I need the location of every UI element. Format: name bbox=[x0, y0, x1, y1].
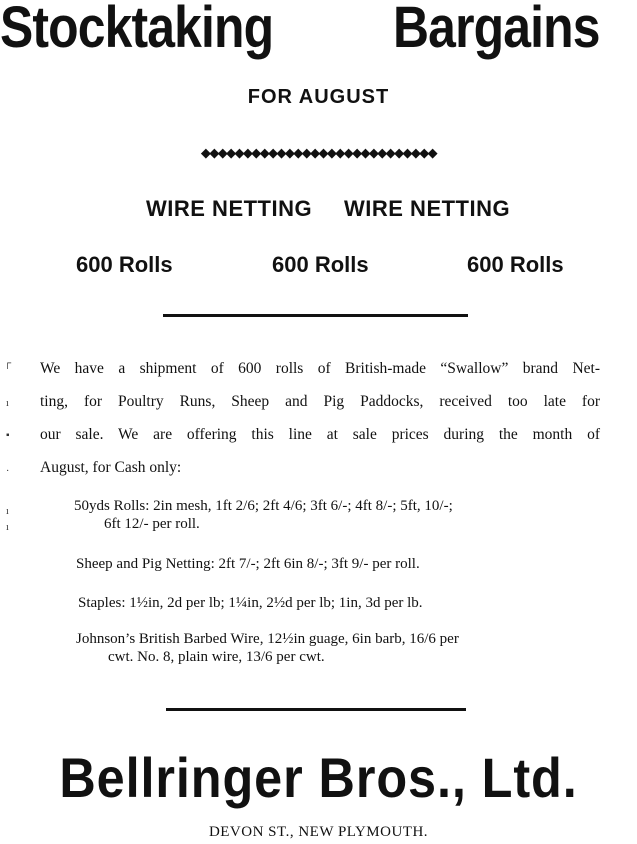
margin-mark: ı bbox=[6, 506, 9, 517]
margin-mark: ı bbox=[6, 522, 9, 533]
company-name: Bellringer Bros., Ltd. bbox=[59, 746, 578, 809]
paragraph-line: August, for Cash only: bbox=[40, 459, 182, 476]
paragraph-line: ting, for Poultry Runs, Sheep and Pig Paddocks, received too late for bbox=[40, 393, 600, 410]
intro-paragraph bbox=[40, 352, 600, 484]
headline-word-bargains: Bargains bbox=[393, 0, 600, 60]
divider-rule-bottom bbox=[166, 708, 466, 711]
wire-netting-heading-1: WIRE NETTING bbox=[146, 196, 313, 221]
divider-rule-top bbox=[163, 314, 468, 317]
rolls-label-3: 600 Rolls bbox=[467, 252, 564, 277]
price-item-rolls-line1: 50yds Rolls: 2in mesh, 1ft 2/6; 2ft 4/6; 3ft 6/-; 4ft 8/-; 5ft, 10/-; bbox=[74, 498, 453, 514]
company-address: DEVON ST., NEW PLYMOUTH. bbox=[208, 824, 429, 840]
wire-netting-heading-2: WIRE NETTING bbox=[344, 196, 511, 221]
price-item-barbed-wire-line1: Johnson’s British Barbed Wire, 12½in guage, 6in barb, 16/6 per bbox=[76, 631, 459, 647]
margin-mark: ▪ bbox=[6, 430, 10, 441]
headline-word-stocktaking: Stocktaking bbox=[0, 0, 274, 60]
price-item-sheep-pig-netting: Sheep and Pig Netting: 2ft 7/-; 2ft 6in 8/-; 3ft 9/- per roll. bbox=[76, 556, 420, 572]
paragraph-line: our sale. We are offering this line at sale prices during the month of bbox=[40, 426, 600, 443]
margin-mark: ı bbox=[6, 398, 9, 409]
margin-mark: · bbox=[6, 466, 10, 477]
price-item-staples: Staples: 1½in, 2d per lb; 1¼in, 2½d per lb; 1in, 3d per lb. bbox=[78, 595, 423, 611]
margin-mark: ┌ bbox=[4, 358, 12, 369]
rolls-label-2: 600 Rolls bbox=[272, 252, 369, 277]
subhead: FOR AUGUST bbox=[247, 86, 390, 108]
price-item-barbed-wire-line2: cwt. No. 8, plain wire, 13/6 per cwt. bbox=[108, 649, 325, 665]
diamond-ornament-divider: ◆◆◆◆◆◆◆◆◆◆◆◆◆◆◆◆◆◆◆◆◆◆◆◆◆◆◆◆ bbox=[200, 146, 437, 161]
price-item-rolls-line2: 6ft 12/- per roll. bbox=[104, 516, 200, 532]
paragraph-line: We have a shipment of 600 rolls of British-made “Swallow” brand Net- bbox=[40, 360, 600, 377]
rolls-label-1: 600 Rolls bbox=[76, 252, 173, 277]
